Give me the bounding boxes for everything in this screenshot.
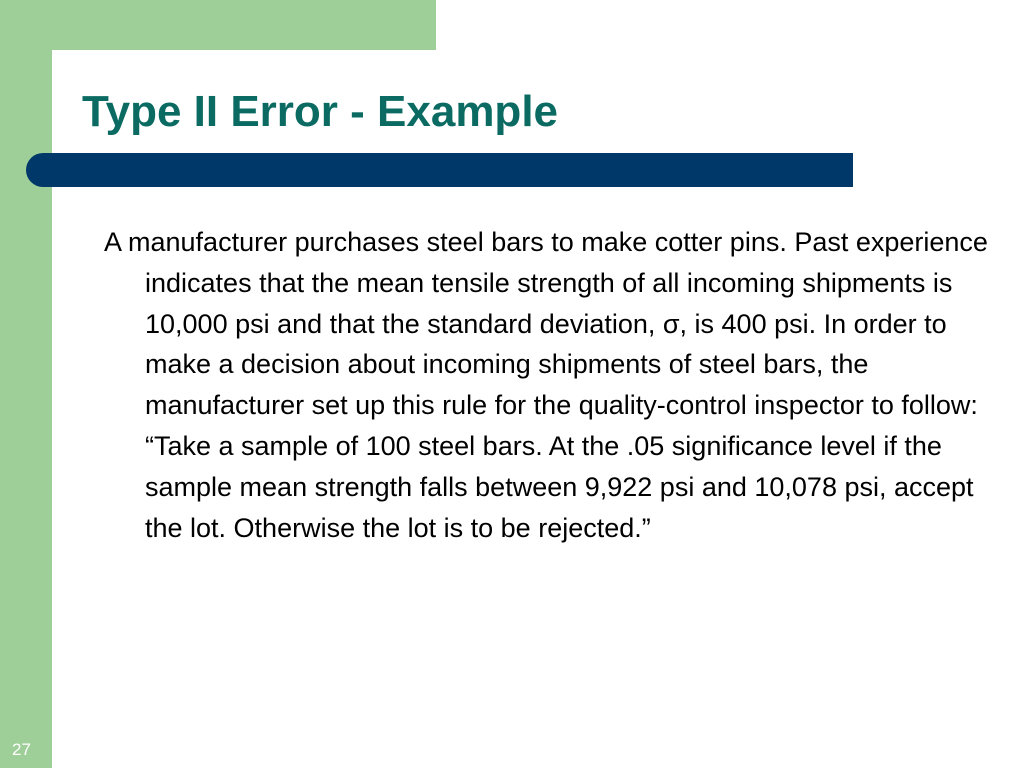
slide-body-text: A manufacturer purchases steel bars to make cotter pins. Past experience indicates that the mean tensile strength of all incoming shipments is 10,000 psi and that the standard deviation, σ, is 400 psi. In order to make a decision about incoming shipments of steel bars, the manufacturer set up this rule for the quality-control inspector to follow: “Take a sample of 100 steel bars. At the .05 significance level if the sample mean strength falls between 9,922 psi and 10,078 psi, accept the lot. Otherwise the lot is to be rejected.” [104,227,988,543]
slide-number: 27 [12,740,31,759]
top-accent-band [0,0,436,50]
left-accent-band [0,0,52,768]
slide-title: Type II Error - Example [82,87,559,136]
title-underline-bar [26,153,853,187]
